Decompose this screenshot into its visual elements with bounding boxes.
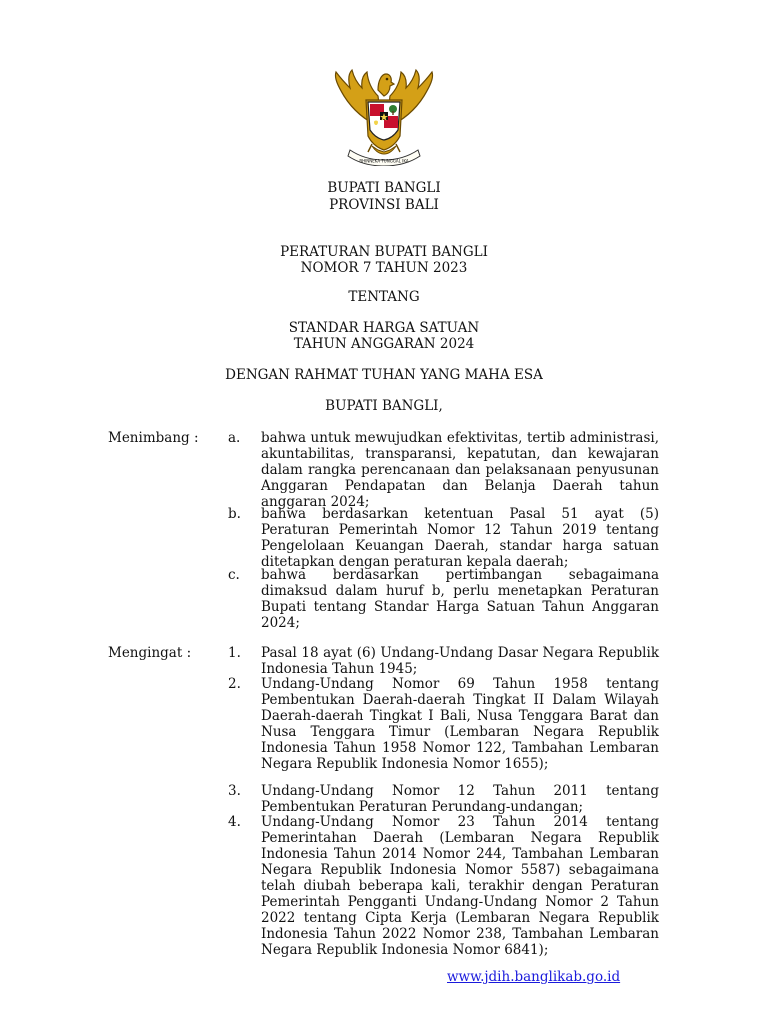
mengingat-item-3-marker: 3. xyxy=(228,783,241,799)
mengingat-item-1-text: Pasal 18 ayat (6) Undang-Undang Dasar Negara Republik Indonesia Tahun 1945; xyxy=(261,645,659,677)
issuer-province: PROVINSI BALI xyxy=(329,197,439,213)
invocation: DENGAN RAHMAT TUHAN YANG MAHA ESA xyxy=(225,367,543,383)
regulation-title: PERATURAN BUPATI BANGLI xyxy=(280,244,488,260)
menimbang-item-b-text: bahwa berdasarkan ketentuan Pasal 51 ayat (5) Peraturan Pemerintah Nomor 12 Tahun 2019 tentang Pengelolaan Keuangan Daerah, standar harga satuan ditetapkan dengan peraturan kepala daerah; xyxy=(261,506,659,570)
menimbang-item-a-text: bahwa untuk mewujudkan efektivitas, tertib administrasi, akuntabilitas, transparansi, kepatutan, dan kewajaran dalam rangka perencanaan dan pelaksanaan penyusunan Anggaran Pendapatan dan Belanja Daerah tahun anggaran 2024; xyxy=(261,430,659,510)
authority-heading: BUPATI BANGLI, xyxy=(325,398,443,414)
jdih-website-link[interactable]: www.jdih.banglikab.go.id xyxy=(447,969,621,985)
menimbang-item-c-text: bahwa berdasarkan pertimbangan sebagaimana dimaksud dalam huruf b, perlu menetapkan Peraturan Bupati tentang Standar Harga Satuan Tahun Anggaran 2024; xyxy=(261,567,659,631)
garuda-pancasila-emblem-icon xyxy=(328,66,440,166)
mengingat-item-3-text: Undang-Undang Nomor 12 Tahun 2011 tentang Pembentukan Peraturan Perundang-undangan; xyxy=(261,783,659,815)
emblem-motto: BHINNEKA TUNGGAL IKA xyxy=(359,158,409,164)
regulation-subject-year: TAHUN ANGGARAN 2024 xyxy=(293,336,475,352)
regulation-subject: STANDAR HARGA SATUAN xyxy=(288,320,480,336)
mengingat-item-4-text: Undang-Undang Nomor 23 Tahun 2014 tentang Pemerintahan Daerah (Lembaran Negara Republik Indonesia Tahun 2014 Nomor 244, Tambahan Lembaran Negara Republik Indonesia Nomor 5587) sebagaimana telah diubah beberapa kali, terakhir dengan Peraturan Pemerintah Pengganti Undang-Undang Nomor 2 Tahun 2022 tentang Cipta Kerja (Lembaran Negara Republik Indonesia Tahun 2022 Nomor 238, Tambahan Lembaran Negara Republik Indonesia Nomor 6841); xyxy=(261,814,659,958)
mengingat-item-2-text: Undang-Undang Nomor 69 Tahun 1958 tentang Pembentukan Daerah-daerah Tingkat II Dalam Wilayah Daerah-daerah Tingkat I Bali, Nusa Tenggara Barat dan Nusa Tenggara Timur (Lembaran Negara Republik Indonesia Tahun 1958 Nomor 122, Tambahan Lembaran Negara Republik Indonesia Nomor 1655); xyxy=(261,676,659,772)
issuer-title: BUPATI BANGLI xyxy=(327,180,441,196)
mengingat-item-4-marker: 4. xyxy=(228,814,241,830)
mengingat-item-1-marker: 1. xyxy=(228,645,241,661)
mengingat-label: Mengingat : xyxy=(108,645,192,661)
regulation-number: NOMOR 7 TAHUN 2023 xyxy=(300,260,468,276)
regulation-about: TENTANG xyxy=(348,289,420,305)
menimbang-item-a-marker: a. xyxy=(228,430,241,446)
mengingat-item-2-marker: 2. xyxy=(228,676,241,692)
menimbang-item-c-marker: c. xyxy=(228,567,240,583)
menimbang-item-b-marker: b. xyxy=(228,506,241,522)
menimbang-label: Menimbang : xyxy=(108,430,199,446)
